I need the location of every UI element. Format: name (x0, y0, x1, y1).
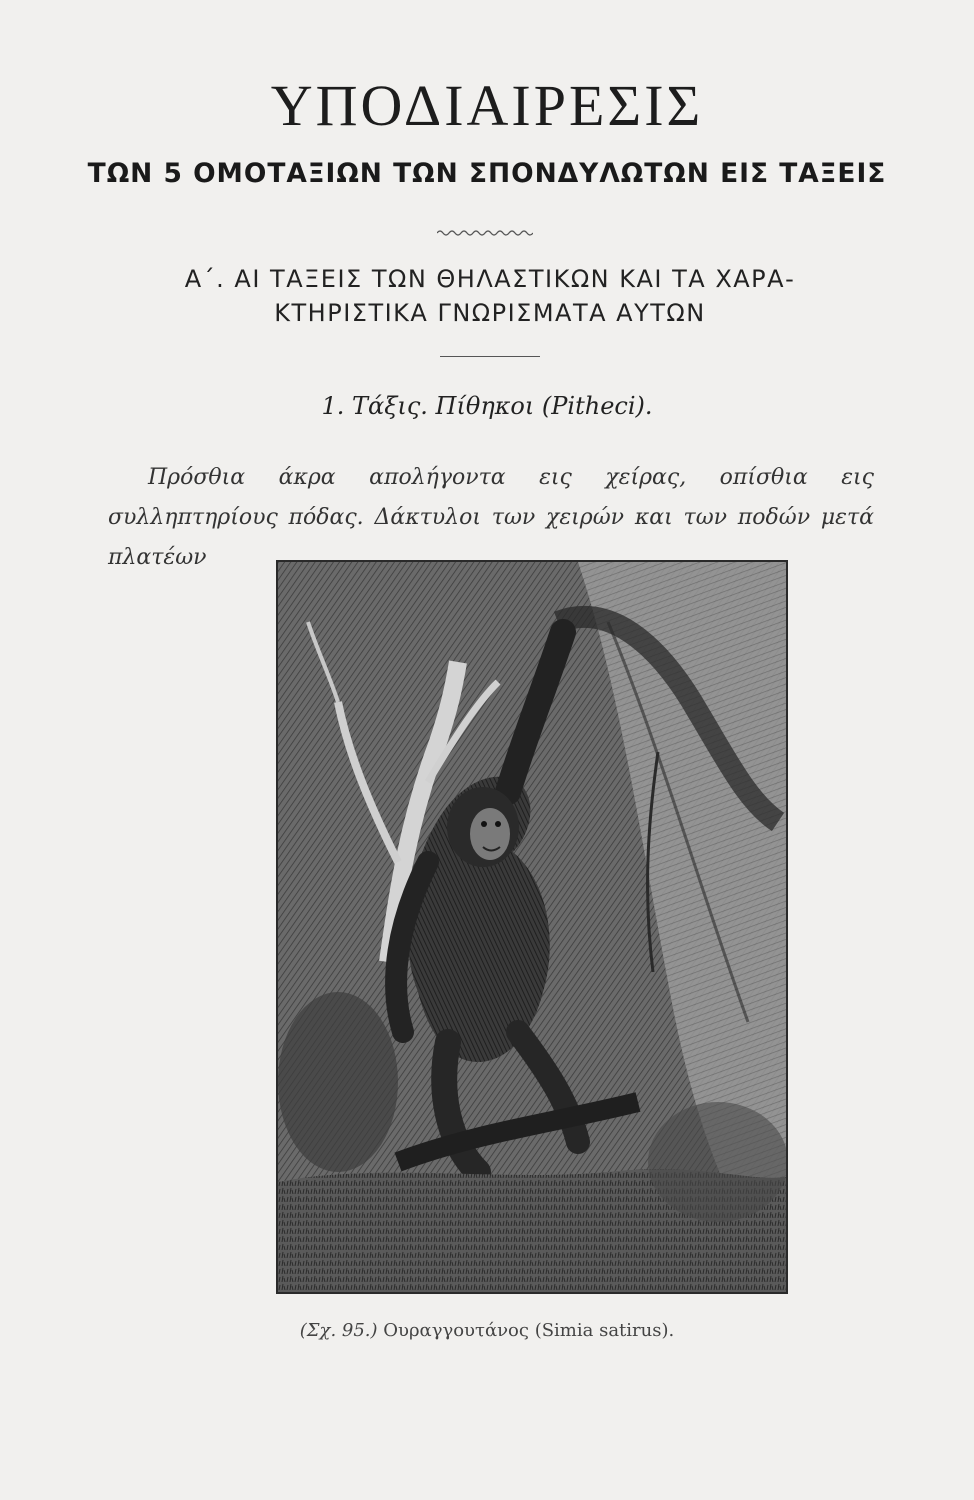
page-subtitle: ΤΩΝ 5 ΟΜΟΤΑΞΙΩΝ ΤΩΝ ΣΠΟΝΔΥΛΩΤΩΝ ΕΙΣ ΤΑΞΕΙΣ (87, 158, 887, 189)
body-paragraph: Πρόσθια άκρα απολήγοντα εις χείρας, οπίσθια εις συλληπτηρίους πόδας. Δάκτυλοι των χειρών και των ποδών μετά πλατέων (108, 465, 874, 570)
order-heading: 1. Τάξις. Πίθηκοι (Pitheci). (321, 392, 653, 420)
figure-number: (Σχ. 95.) (299, 1320, 378, 1341)
divider-rule (440, 356, 540, 357)
section-heading (120, 262, 860, 330)
figure-caption-text: Ουραγγουτάνος (Simia satirus). (383, 1320, 675, 1341)
engraving-illustration (278, 562, 786, 1292)
section-heading-line-1: Α΄. ΑΙ ΤΑΞΕΙΣ ΤΩΝ ΘΗΛΑΣΤΙΚΩΝ ΚΑΙ ΤΑ ΧΑΡΑ- (184, 265, 796, 293)
page-title: ΥΠΟΔΙΑΙΡΕΣΙΣ (270, 73, 704, 138)
orangutan-engraving (276, 560, 788, 1294)
decorative-wave-ornament (437, 228, 533, 238)
figure-caption (0, 1320, 974, 1341)
section-heading-line-2: ΚΤΗΡΙΣΤΙΚΑ ΓΝΩΡΙΣΜΑΤΑ ΑΥΤΩΝ (274, 299, 706, 327)
